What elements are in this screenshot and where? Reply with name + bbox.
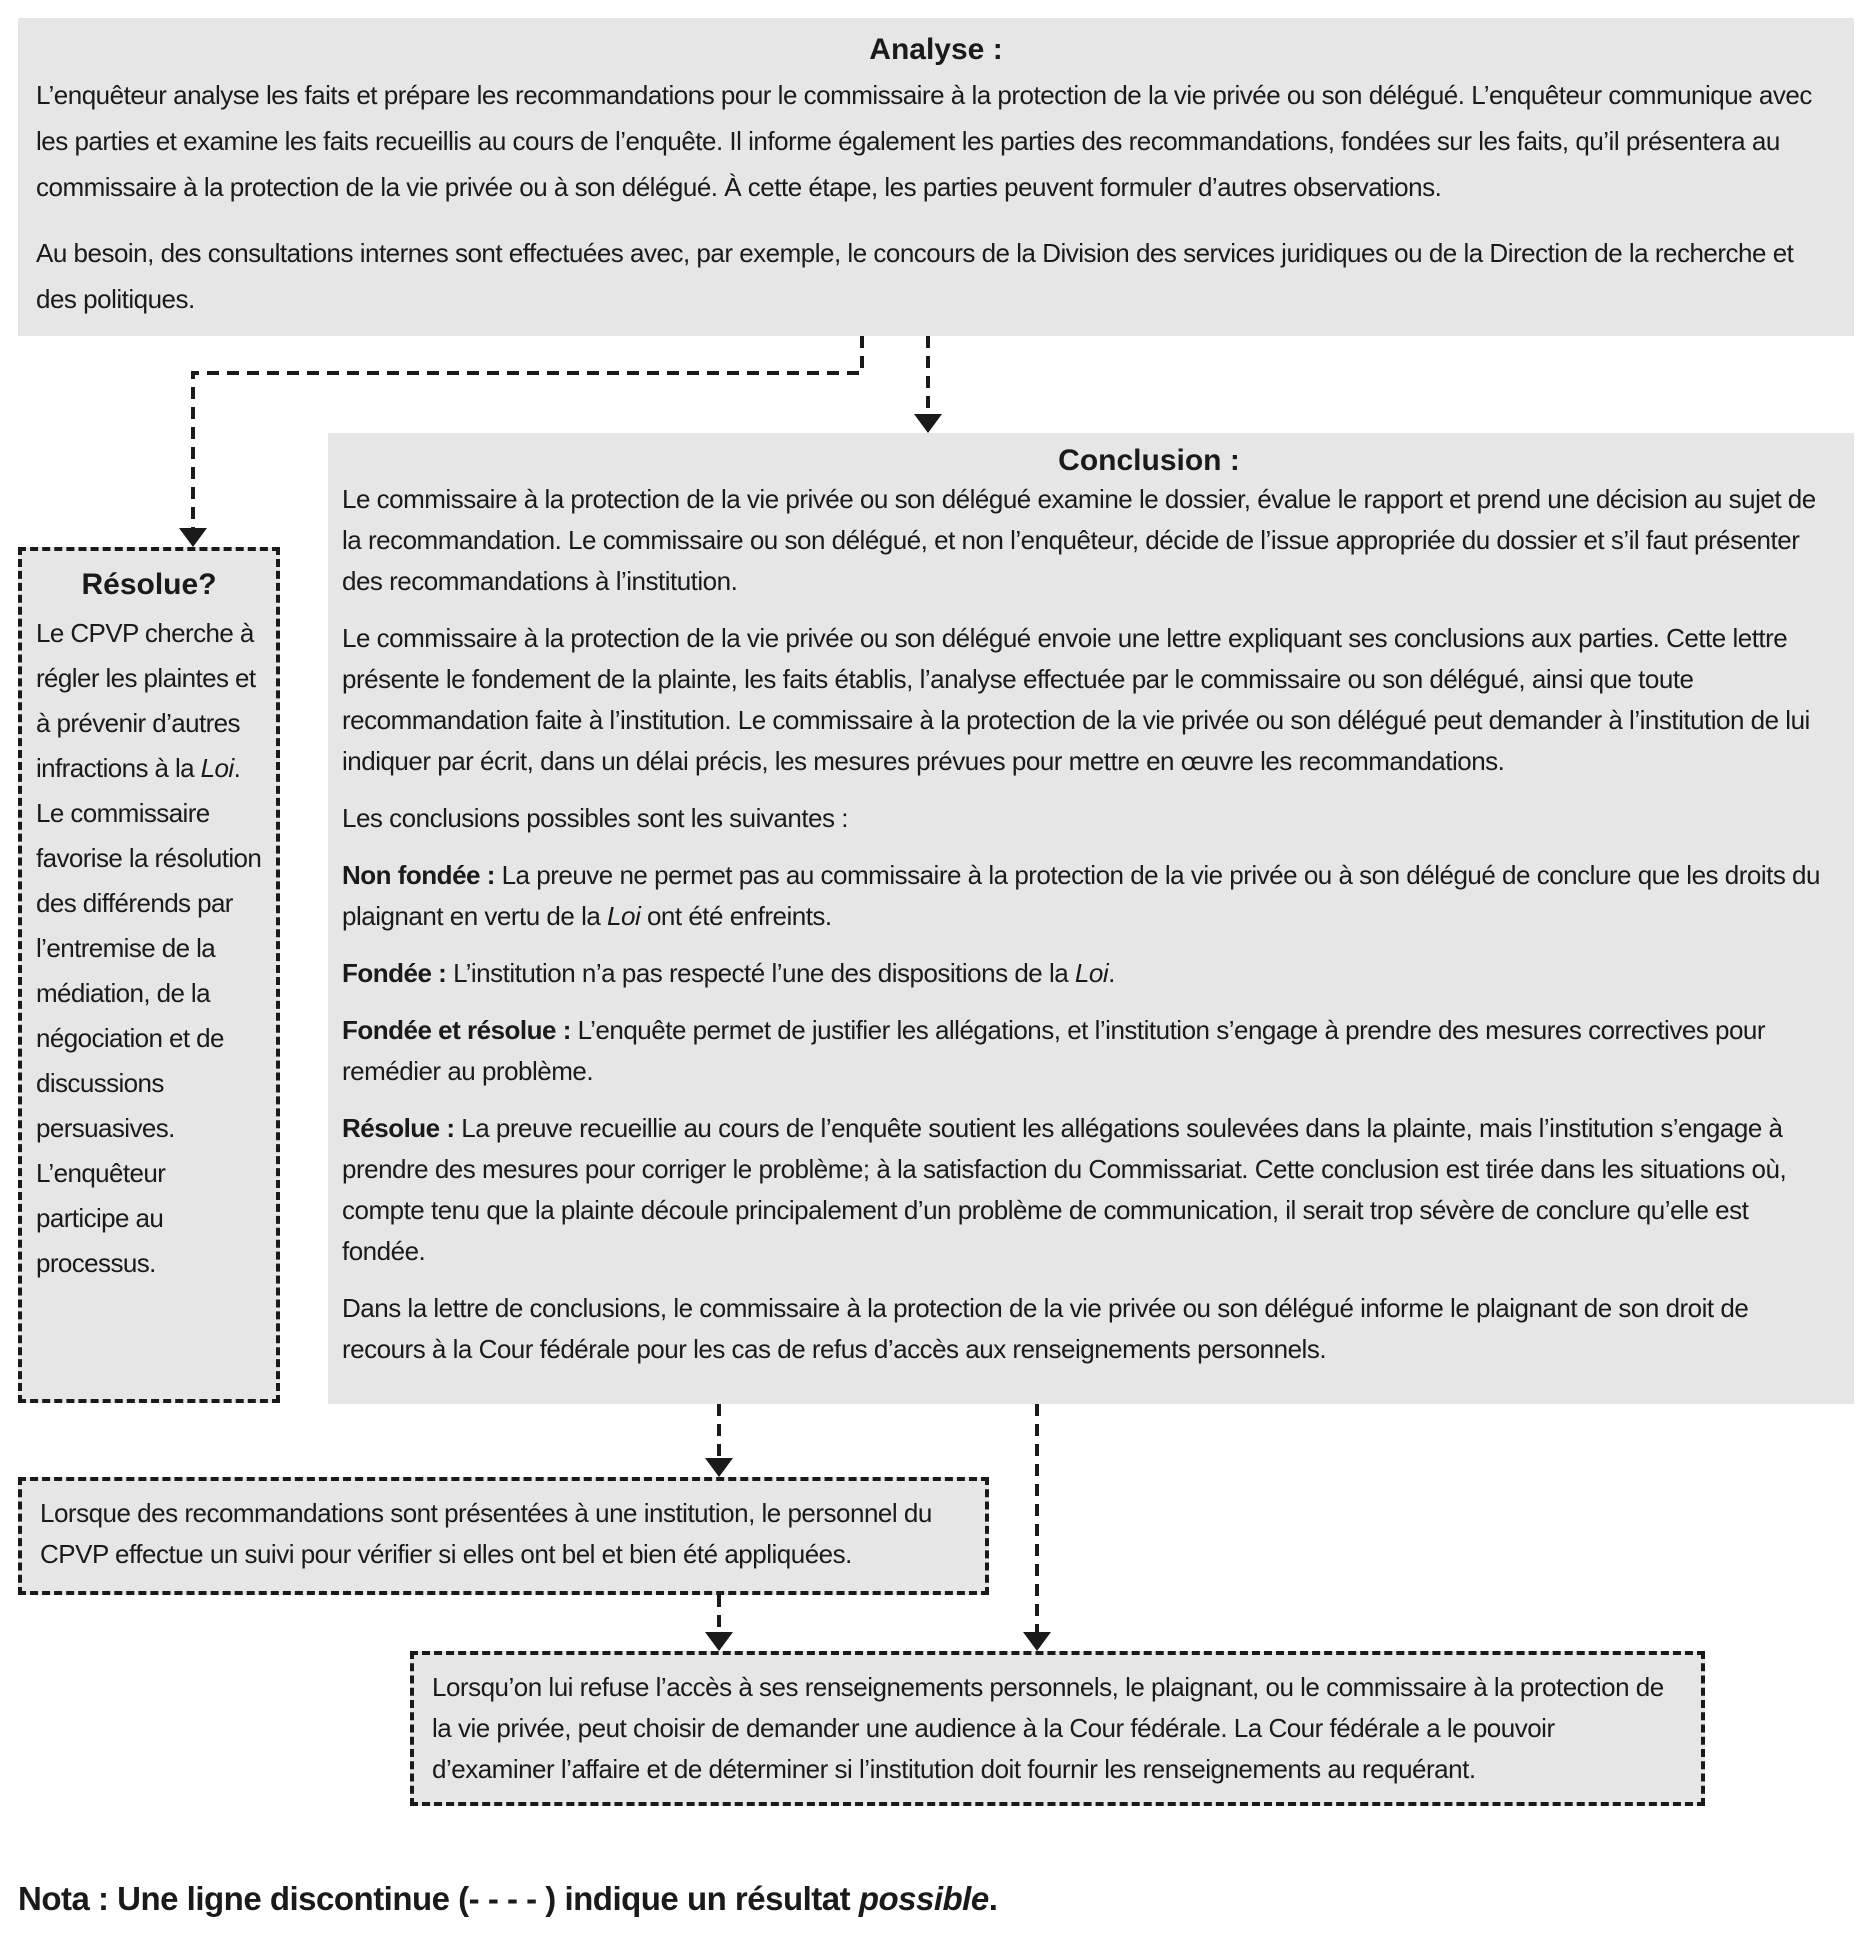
nota-footnote: Nota : Une ligne discontinue (- - - - ) indique un résultat possible. bbox=[18, 1880, 998, 1917]
arrowhead-cour-right bbox=[1023, 1632, 1051, 1651]
arrowhead-suivi bbox=[705, 1458, 733, 1477]
resolue-text: Le CPVP cherche à régler les plaintes et à prévenir d’autres infractions à la Loi. Le commissaire favorise la résolution des différends par l’entremise de la médiation, de la négociation et de discussions persuasives. L’enquêteur participe au processus. bbox=[36, 618, 262, 1278]
analyse-box bbox=[18, 18, 1854, 336]
conclusion-fondee: Fondée : L’institution n’a pas respecté l’une des dispositions de la Loi. bbox=[342, 958, 1115, 988]
loi-italic: Loi bbox=[200, 753, 234, 783]
cour-federale-text: Lorsqu’on lui refuse l’accès à ses renseignements personnels, le plaignant, ou le commissaire à la protection de la vie privée, peut choisir de demander une audience à la Cour fédérale. La Cour fédérale a le pouvoir d’examiner l’affaire et de déterminer si l’institution doit fournir les renseignements au requérant. bbox=[432, 1672, 1664, 1784]
analyse-title: Analyse : bbox=[869, 33, 1003, 66]
conclusion-resolue: Résolue : La preuve recueillie au cours de l’enquête soutient les allégations soulevées dans la plainte, mais l’institution s’engage à prendre des mesures pour corriger le problème; à la satisfaction du Commissariat. Cette conclusion est tirée dans les situations où, compte tenu que la plainte découle principalement d’un problème de communication, il serait trop sévère de conclure qu’elle est fondée. bbox=[342, 1113, 1787, 1266]
cour-federale-box bbox=[410, 1651, 1705, 1806]
arrowhead-resolue bbox=[179, 528, 207, 547]
conclusion-paragraph-1: Le commissaire à la protection de la vie privée ou son délégué examine le dossier, évalue le rapport et prend une décision au sujet de la recommandation. Le commissaire ou son délégué, et non l’enquêteur, décide de l’issue appropriée du dossier et s’il faut présenter des recommandations à l’institution. bbox=[342, 484, 1816, 596]
conclusion-box bbox=[328, 433, 1854, 1404]
analyse-paragraph-2: Au besoin, des consultations internes sont effectuées avec, par exemple, le concours de la Division des services juridiques ou de la Direction de la recherche et des politiques. bbox=[36, 238, 1794, 314]
conclusion-paragraph-2: Le commissaire à la protection de la vie privée ou son délégué envoie une lettre expliquant ses conclusions aux parties. Cette lettre présente le fondement de la plainte, les faits établis, l’analyse effectuée par le commissaire ou son délégué, ainsi que toute recommandation faite à l’institution. Le commissaire à la protection de la vie privée ou son délégué peut demander à l’institution de lui indiquer par écrit, dans un délai précis, les mesures prévues pour mettre en œuvre les recommandations. bbox=[342, 623, 1810, 776]
conclusion-paragraph-3: Les conclusions possibles sont les suivantes : bbox=[342, 803, 848, 833]
conclusion-title: Conclusion : bbox=[1058, 444, 1240, 477]
analyse-paragraph-1: L’enquêteur analyse les faits et prépare les recommandations pour le commissaire à la protection de la vie privée ou son délégué. L’enquêteur communique avec les parties et examine les faits recueillis au cours de l’enquête. Il informe également les parties des recommandations, fondées sur les faits, qu’il présentera au commissaire à la protection de la vie privée ou à son délégué. À cette étape, les parties peuvent formuler d’autres observations. bbox=[36, 80, 1812, 202]
arrowhead-cour-left bbox=[705, 1632, 733, 1651]
suivi-box bbox=[18, 1477, 989, 1595]
resolue-title: Résolue? bbox=[81, 568, 217, 601]
suivi-text: Lorsque des recommandations sont présentées à une institution, le personnel du CPVP effectue un suivi pour vérifier si elles ont bel et bien été appliquées. bbox=[40, 1498, 932, 1569]
conclusion-paragraph-last: Dans la lettre de conclusions, le commissaire à la protection de la vie privée ou son délégué informe le plaignant de son droit de recours à la Cour fédérale pour les cas de refus d’accès aux renseignements personnels. bbox=[342, 1293, 1749, 1364]
resolue-box bbox=[18, 547, 280, 1403]
arrowhead-conclusion bbox=[914, 414, 942, 433]
conclusion-fondee-resolue: Fondée et résolue : L’enquête permet de justifier les allégations, et l’institution s’engage à prendre des mesures correctives pour remédier au problème. bbox=[342, 1015, 1766, 1086]
conclusion-non-fondee: Non fondée : La preuve ne permet pas au commissaire à la protection de la vie privée ou à son délégué de conclure que les droits du plaignant en vertu de la Loi ont été enfreints. bbox=[342, 860, 1820, 931]
